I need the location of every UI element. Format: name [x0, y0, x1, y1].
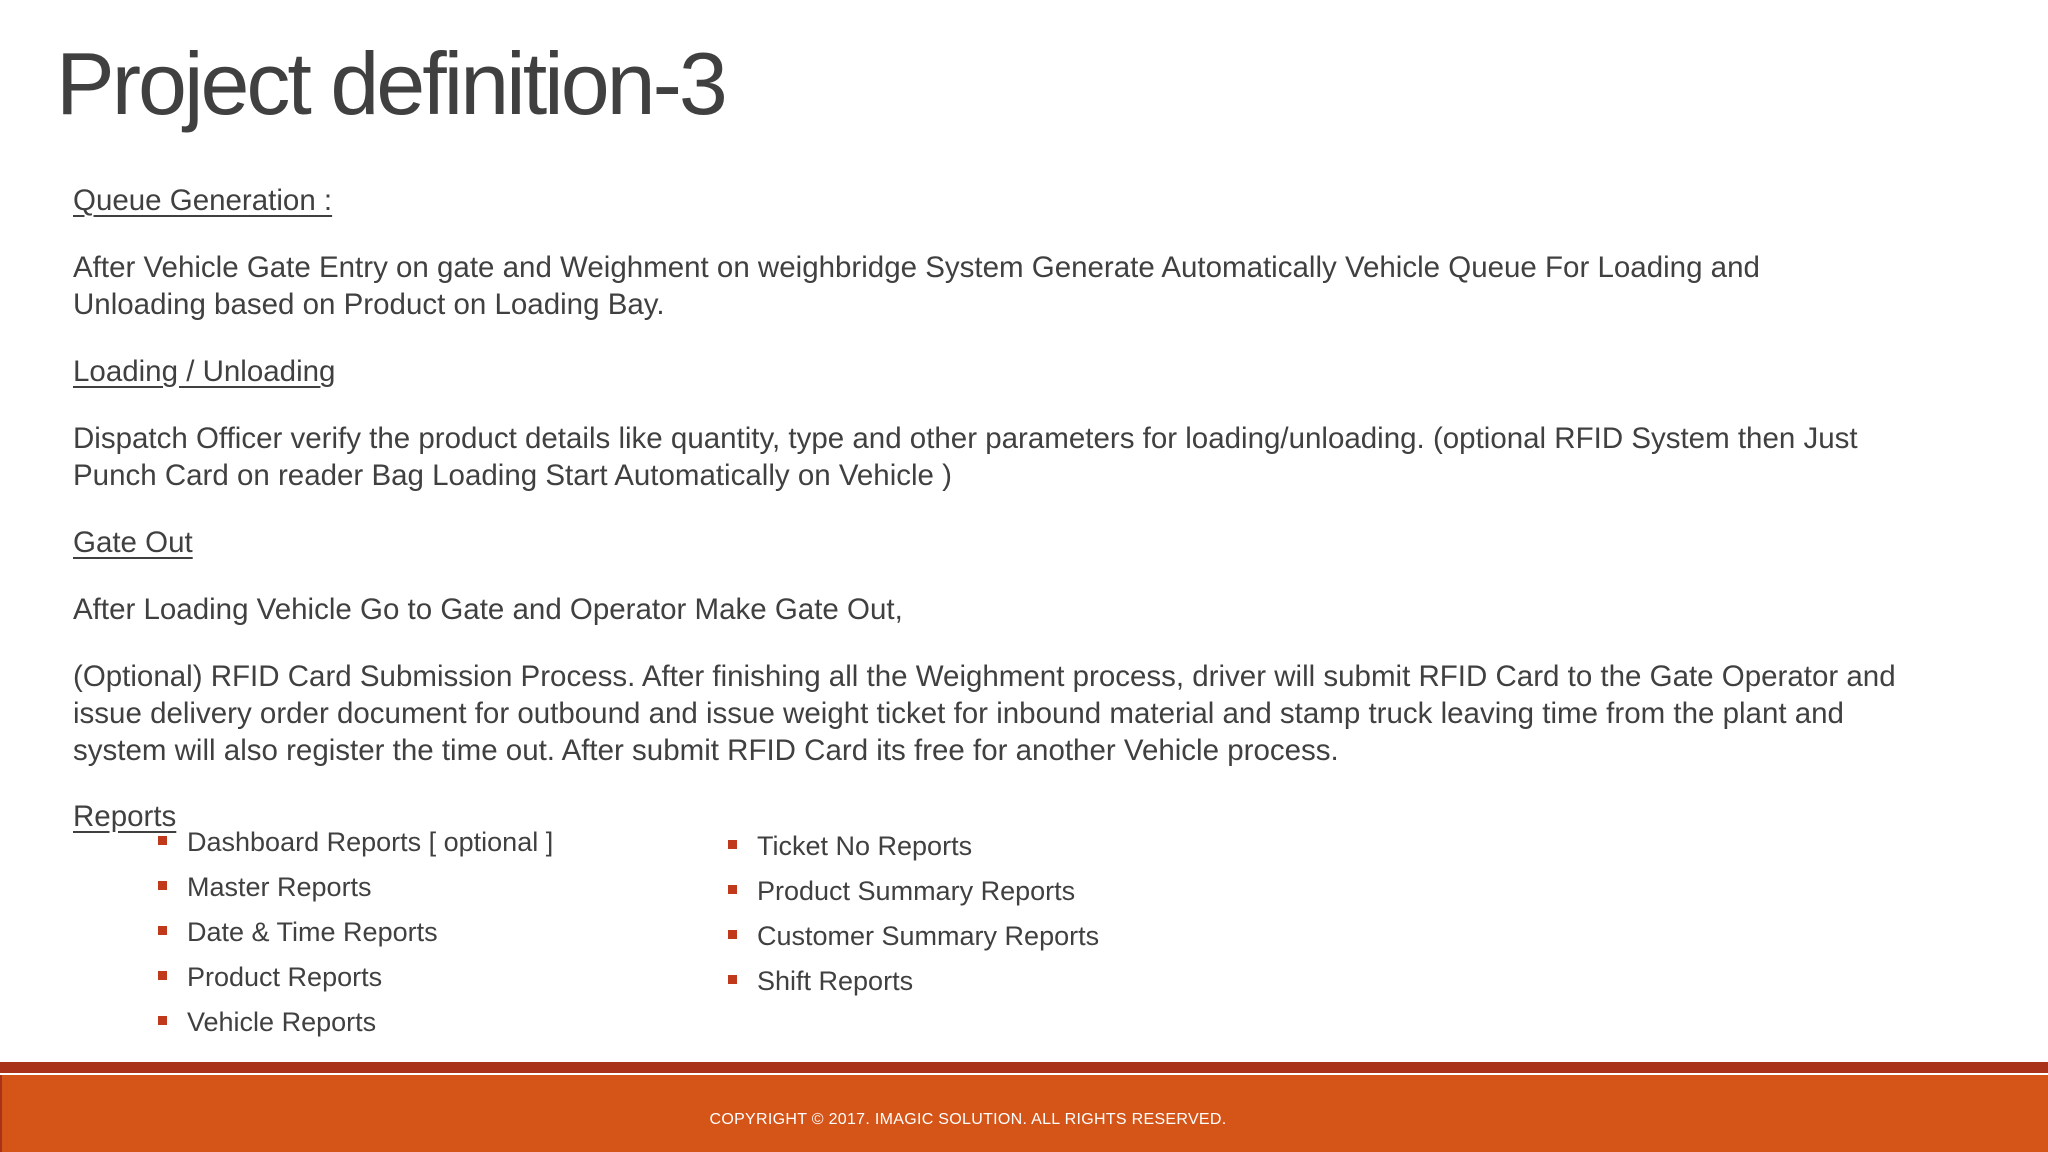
copyright-text: COPYRIGHT © 2017. IMAGIC SOLUTION. ALL RIGHTS RESERVED. — [709, 1111, 1227, 1128]
report-label: Shift Reports — [757, 966, 914, 996]
bullet-icon — [158, 1016, 167, 1025]
loading-unloading-text-line-2: Punch Card on reader Bag Loading Start Automatically on Vehicle ) — [73, 459, 952, 492]
rfid-submission-text-line-1: (Optional) RFID Card Submission Process. After finishing all the Weighment process, driver will submit RFID Card to the Gate Operator and — [73, 660, 1896, 693]
queue-generation-text-line-2: Unloading based on Product on Loading Bay. — [73, 288, 665, 321]
report-label: Product Summary Reports — [757, 876, 1076, 906]
rfid-submission-text-line-2: issue delivery order document for outbound and issue weight ticket for inbound material and stamp truck leaving time from the plant and — [73, 697, 1844, 730]
report-label: Master Reports — [187, 872, 372, 902]
report-label: Product Reports — [187, 962, 383, 992]
list-item — [728, 828, 1099, 873]
report-label: Date & Time Reports — [187, 917, 438, 947]
gate-out-heading: Gate Out — [73, 526, 193, 559]
bullet-icon — [728, 930, 737, 939]
slide-title: Project definition-3 — [56, 34, 725, 133]
footer-divider — [0, 1062, 2048, 1073]
bullet-icon — [158, 836, 167, 845]
gate-out-text: After Loading Vehicle Go to Gate and Operator Make Gate Out, — [73, 593, 903, 626]
footer-bar — [0, 1075, 2048, 1152]
queue-generation-heading: Queue Generation : — [73, 184, 333, 217]
loading-unloading-heading: Loading / Unloading — [73, 355, 336, 388]
bullet-icon — [728, 975, 737, 984]
list-item — [158, 959, 553, 1004]
report-label: Customer Summary Reports — [757, 921, 1100, 951]
report-label: Ticket No Reports — [757, 831, 973, 861]
list-item — [728, 918, 1099, 963]
bullet-icon — [158, 971, 167, 980]
bullet-icon — [158, 881, 167, 890]
loading-unloading-text-line-1: Dispatch Officer verify the product details like quantity, type and other parameters for loading/unloading. (optional RFID System then Just — [73, 422, 1858, 455]
report-label: Dashboard Reports [ optional ] — [187, 827, 554, 857]
queue-generation-text-line-1: After Vehicle Gate Entry on gate and Weighment on weighbridge System Generate Automatically Vehicle Queue For Loading and — [73, 251, 1760, 284]
reports-heading: Reports — [73, 800, 177, 833]
report-label: Vehicle Reports — [187, 1007, 377, 1037]
bullet-icon — [728, 840, 737, 849]
bullet-icon — [728, 885, 737, 894]
list-item — [728, 873, 1099, 918]
reports-list-left — [158, 824, 553, 1049]
list-item — [158, 869, 553, 914]
rfid-submission-text-line-3: system will also register the time out. After submit RFID Card its free for another Vehicle process. — [73, 734, 1339, 767]
list-item — [158, 914, 553, 959]
list-item — [158, 1004, 553, 1049]
list-item — [158, 824, 553, 869]
reports-list-right — [728, 828, 1099, 1008]
bullet-icon — [158, 926, 167, 935]
list-item — [728, 963, 1099, 1008]
